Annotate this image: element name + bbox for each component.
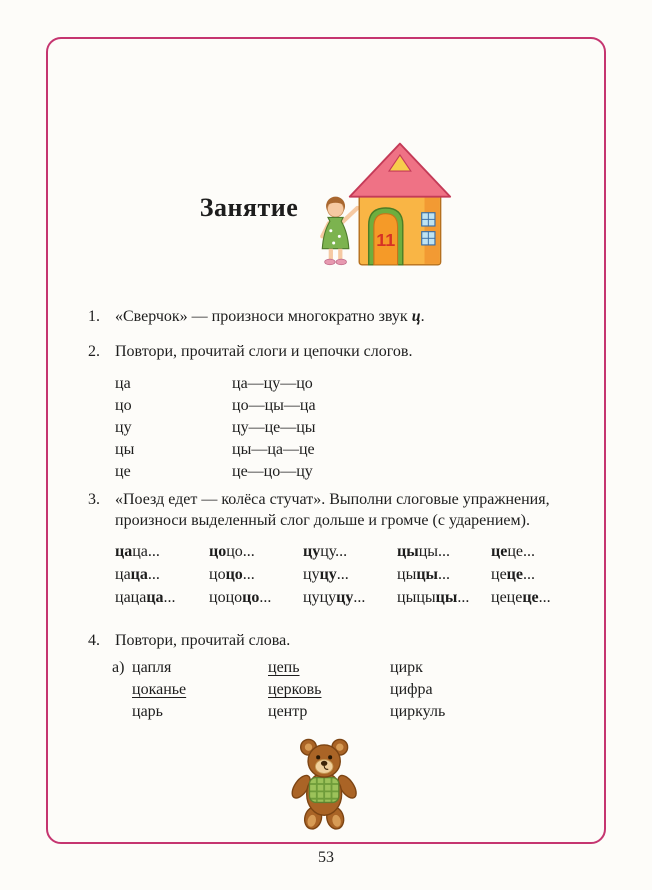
house-illustration-icon [310, 137, 452, 279]
syllable-single: це [115, 463, 131, 480]
exercise-number: 3. [88, 491, 100, 508]
syllable-row [115, 461, 578, 483]
girl-figure-icon [323, 197, 358, 265]
syllable-pre: цо [209, 566, 226, 583]
syllable-pre: цы [397, 566, 417, 583]
page-number: 53 [318, 849, 334, 866]
syllable-stressed: цу [303, 543, 321, 560]
page-frame [46, 37, 606, 844]
exercise-1-header [88, 306, 578, 327]
syllable-cell [397, 540, 491, 563]
syllable-cell [491, 586, 585, 609]
exercise-number: 4. [88, 632, 100, 649]
page-title: Занятие [199, 193, 299, 222]
syllable-rest: ... [538, 589, 551, 606]
exercise-2-header [88, 341, 578, 362]
list-marker: а) [112, 659, 125, 676]
syllable-cell [491, 563, 585, 586]
syllable-stressed: цы [416, 566, 439, 583]
syllable-stressed: це [491, 543, 508, 560]
word-underlined: церковь [268, 681, 322, 698]
instruction-text: «Сверчок» — произноси многократно звук [115, 308, 408, 325]
exercise-3 [88, 489, 578, 609]
word: циркуль [390, 703, 446, 720]
syllable-pre: цоцо [209, 589, 243, 606]
title-block [48, 137, 604, 279]
exercise-4 [88, 630, 578, 723]
syllable-single: цы [115, 441, 135, 458]
syllable-rest: цу... [320, 543, 348, 560]
syllable-row [115, 439, 578, 461]
word: цапля [132, 659, 172, 676]
exercise-number: 2. [88, 343, 100, 360]
list-marker-spacer [112, 701, 132, 723]
syllable-stressed: ца [115, 543, 133, 560]
syllable-cell [491, 540, 585, 563]
exercise-instruction [115, 306, 567, 327]
syllable-chain: цо—цы—ца [232, 397, 316, 414]
syllable-single: цу [115, 419, 132, 436]
house-door-icon [369, 208, 403, 265]
syllable-cell [209, 540, 303, 563]
syllable-stressed: цу [319, 566, 337, 583]
syllable-stressed: це [522, 589, 539, 606]
syllable-pre: це [491, 566, 507, 583]
lesson-number: 11 [376, 229, 396, 250]
syllable-stressed: цо [242, 589, 260, 606]
syllable-chain: ца—цу—цо [232, 375, 313, 392]
exercise-instruction: Повтори, прочитай слоги и цепочки слогов. [115, 343, 413, 360]
bear-illustration-wrap [48, 735, 604, 833]
exercise-number: 1. [88, 308, 100, 325]
exercise-2 [88, 341, 578, 483]
exercise-instruction: «Поезд едет — колёса стучат». Выполни слоговые упражнения, произноси выделенный слог дольше и громче (с ударением). [115, 491, 550, 529]
exercise-1 [88, 306, 578, 327]
word-underlined: цоканье [132, 681, 187, 698]
house-body-icon [350, 144, 450, 265]
list-marker-spacer [112, 679, 132, 701]
syllable-pre: цаца [115, 589, 147, 606]
target-sound: ц [411, 308, 421, 325]
syllable-cell [115, 563, 209, 586]
syllable-cell [209, 563, 303, 586]
syllable-cell [303, 540, 397, 563]
syllable-rest: ... [336, 566, 349, 583]
syllable-stressed: цы [435, 589, 458, 606]
word-underlined: цепь [268, 659, 300, 676]
syllable-pre: цыцы [397, 589, 436, 606]
syllable-rest: ... [242, 566, 255, 583]
syllable-rest: ... [259, 589, 272, 606]
syllable-single: ца [115, 375, 131, 392]
syllable-cell [397, 563, 491, 586]
syllable-stressed: цо [209, 543, 227, 560]
syllable-cell [303, 586, 397, 609]
syllable-rest: ца... [132, 543, 160, 560]
syllable-chain: цы—ца—це [232, 441, 315, 458]
syllable-row [115, 417, 578, 439]
syllable-chain: цу—це—цы [232, 419, 316, 436]
instruction-tail: . [420, 308, 425, 325]
syllable-stressed: цы [397, 543, 419, 560]
syllable-cell [209, 586, 303, 609]
syllable-chain: це—цо—цу [232, 463, 313, 480]
syllable-rest: цо... [226, 543, 255, 560]
syllable-rest: ... [163, 589, 176, 606]
syllable-cell [115, 540, 209, 563]
syllable-stressed: ца [130, 566, 148, 583]
word: центр [268, 703, 308, 720]
teddy-bear-icon [280, 735, 372, 833]
syllable-table [115, 373, 578, 483]
exercise-3-header [88, 489, 578, 531]
syllable-rest: ... [147, 566, 160, 583]
stress-syllable-table [115, 540, 578, 609]
syllable-cell [397, 586, 491, 609]
syllable-rest: ... [438, 566, 451, 583]
syllable-rest: ... [523, 566, 535, 583]
syllable-cell [115, 586, 209, 609]
syllable-rest: це... [507, 543, 535, 560]
syllable-rest: цы... [418, 543, 451, 560]
syllable-rest: ... [457, 589, 470, 606]
word: цифра [390, 681, 433, 698]
syllable-pre: цуцу [303, 589, 337, 606]
syllable-stressed: цо [225, 566, 243, 583]
exercise-instruction: Повтори, прочитай слова. [115, 632, 291, 649]
word: цирк [390, 659, 423, 676]
syllable-pre: цу [303, 566, 320, 583]
syllable-single: цо [115, 397, 132, 414]
syllable-pre: цеце [491, 589, 523, 606]
word: царь [132, 703, 163, 720]
syllable-row [115, 373, 578, 395]
syllable-pre: ца [115, 566, 131, 583]
syllable-stressed: цу [336, 589, 354, 606]
syllable-stressed: це [506, 566, 523, 583]
syllable-stressed: ца [146, 589, 164, 606]
words-table [112, 657, 578, 723]
syllable-cell [303, 563, 397, 586]
exercise-4-header [88, 630, 578, 651]
syllable-rest: ... [353, 589, 366, 606]
syllable-row [115, 395, 578, 417]
